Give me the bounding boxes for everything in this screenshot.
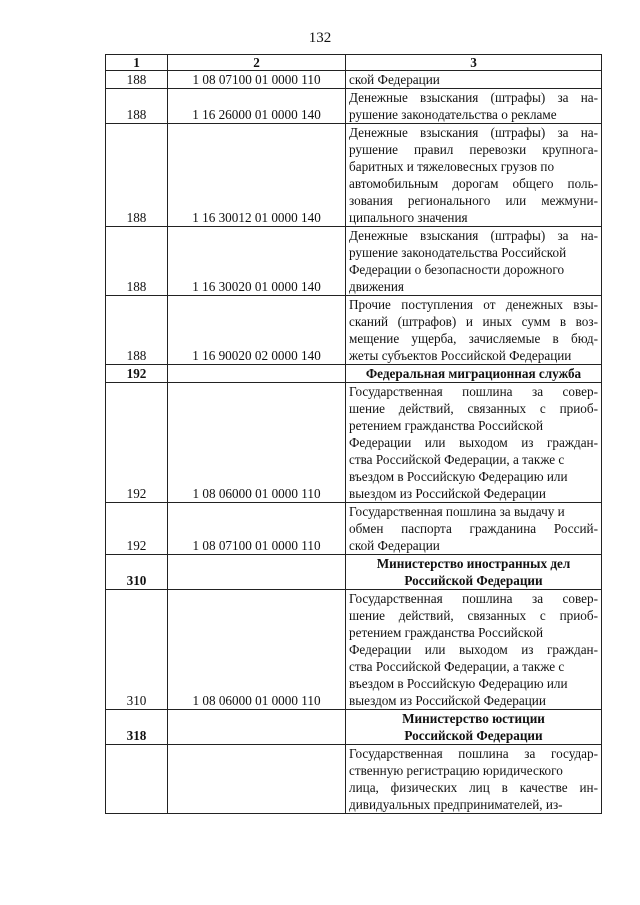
admin-code-cell: 310 — [106, 590, 168, 710]
description-cell — [346, 383, 602, 503]
description-line: Денежные взыскания (штрафы) за на- — [349, 125, 598, 140]
budget-revenue-table — [105, 54, 602, 814]
column-header: 2 — [168, 55, 346, 71]
table-header-row — [106, 55, 602, 71]
admin-code-cell: 188 — [106, 296, 168, 365]
description-line: Российской Федерации — [404, 573, 543, 588]
revenue-code-cell — [168, 745, 346, 814]
admin-code-cell: 192 — [106, 365, 168, 383]
table-row — [106, 503, 602, 555]
revenue-code-cell — [168, 555, 346, 590]
revenue-code-cell: 1 16 26000 01 0000 140 — [168, 89, 346, 124]
table-row — [106, 590, 602, 710]
table-row — [106, 745, 602, 814]
description-line: ской Федерации — [349, 72, 440, 87]
revenue-code-cell: 1 16 30012 01 0000 140 — [168, 124, 346, 227]
admin-code-cell: 310 — [106, 555, 168, 590]
table-row — [106, 124, 602, 227]
description-cell — [346, 745, 602, 814]
description-line: выездом из Российской Федерации — [349, 693, 546, 708]
description-line: Федеральная миграционная служба — [365, 366, 582, 381]
page-number: 132 — [308, 30, 332, 46]
description-line: мещение ущерба, зачисляемые в бюд- — [349, 331, 598, 346]
column-header: 1 — [106, 55, 168, 71]
admin-code-cell: 188 — [106, 124, 168, 227]
admin-code-cell: 192 — [106, 383, 168, 503]
description-line: Государственная пошлина за выдачу и — [349, 504, 565, 519]
revenue-code-cell — [168, 710, 346, 745]
description-line: Федерации или выходом из граждан- — [349, 642, 598, 657]
table-body — [106, 71, 602, 814]
admin-code-cell — [106, 745, 168, 814]
description-line: Государственная пошлина за совер- — [349, 591, 598, 606]
description-line: Государственная пошлина за совер- — [349, 384, 598, 399]
description-line: шение действий, связанных с приоб- — [349, 401, 598, 416]
description-line: Денежные взыскания (штрафы) за на- — [349, 228, 598, 243]
description-line: зования регионального или межмуни- — [349, 193, 598, 208]
agency-name-cell — [346, 365, 602, 383]
description-line: Федерации о безопасности дорожного — [349, 262, 565, 277]
table-row — [106, 89, 602, 124]
column-header: 3 — [346, 55, 602, 71]
table-row — [106, 71, 602, 89]
section-header-row — [106, 555, 602, 590]
admin-code-cell: 188 — [106, 89, 168, 124]
description-line: дивидуальных предпринимателей, из- — [349, 797, 563, 812]
admin-code-cell: 318 — [106, 710, 168, 745]
description-line: ской Федерации — [349, 538, 440, 553]
description-line: ретением гражданства Российской — [349, 418, 544, 433]
description-line: Денежные взыскания (штрафы) за на- — [349, 90, 598, 105]
description-line: ства Российской Федерации, а также с — [349, 452, 565, 467]
description-line: Прочие поступления от денежных взы- — [349, 297, 598, 312]
description-line: баритных и тяжеловесных грузов по — [349, 159, 555, 174]
description-cell — [346, 227, 602, 296]
description-line: лица, физических лиц в качестве ин- — [349, 780, 598, 795]
description-line: сканий (штрафов) и иных сумм в воз- — [349, 314, 598, 329]
revenue-code-cell: 1 08 06000 01 0000 110 — [168, 383, 346, 503]
description-line: рушение законодательства о рекламе — [349, 107, 557, 122]
section-header-row — [106, 710, 602, 745]
description-line: автомобильным дорогам общего поль- — [349, 176, 598, 191]
agency-name-cell — [346, 555, 602, 590]
description-line: выездом из Российской Федерации — [349, 486, 546, 501]
description-line: рушение правил перевозки крупнога- — [349, 142, 598, 157]
table-row — [106, 383, 602, 503]
description-line: шение действий, связанных с приоб- — [349, 608, 598, 623]
revenue-code-cell: 1 08 06000 01 0000 110 — [168, 590, 346, 710]
description-line: ципального значения — [349, 210, 468, 225]
description-cell — [346, 71, 602, 89]
description-line: Министерство иностранных дел — [376, 556, 571, 571]
revenue-code-cell: 1 08 07100 01 0000 110 — [168, 71, 346, 89]
admin-code-cell: 188 — [106, 227, 168, 296]
description-line: ственную регистрацию юридического — [349, 763, 563, 778]
description-cell — [346, 503, 602, 555]
revenue-code-cell: 1 16 90020 02 0000 140 — [168, 296, 346, 365]
description-line: въездом в Российскую Федерацию или — [349, 469, 568, 484]
section-header-row — [106, 365, 602, 383]
description-line: жеты субъектов Российской Федерации — [349, 348, 572, 363]
description-cell — [346, 590, 602, 710]
description-line: ства Российской Федерации, а также с — [349, 659, 565, 674]
description-line: Российской Федерации — [404, 728, 543, 743]
table-row — [106, 296, 602, 365]
description-cell — [346, 296, 602, 365]
revenue-code-cell — [168, 365, 346, 383]
description-line: рушение законодательства Российской — [349, 245, 567, 260]
description-cell — [346, 89, 602, 124]
agency-name-cell — [346, 710, 602, 745]
description-line: Министерство юстиции — [402, 711, 545, 726]
admin-code-cell: 188 — [106, 71, 168, 89]
table-row — [106, 227, 602, 296]
description-line: обмен паспорта гражданина Россий- — [349, 521, 598, 536]
description-line: Федерации или выходом из граждан- — [349, 435, 598, 450]
admin-code-cell: 192 — [106, 503, 168, 555]
description-line: Государственная пошлина за государ- — [349, 746, 598, 761]
description-cell — [346, 124, 602, 227]
revenue-code-cell: 1 16 30020 01 0000 140 — [168, 227, 346, 296]
description-line: ретением гражданства Российской — [349, 625, 544, 640]
description-line: въездом в Российскую Федерацию или — [349, 676, 568, 691]
description-line: движения — [349, 279, 404, 294]
revenue-code-cell: 1 08 07100 01 0000 110 — [168, 503, 346, 555]
